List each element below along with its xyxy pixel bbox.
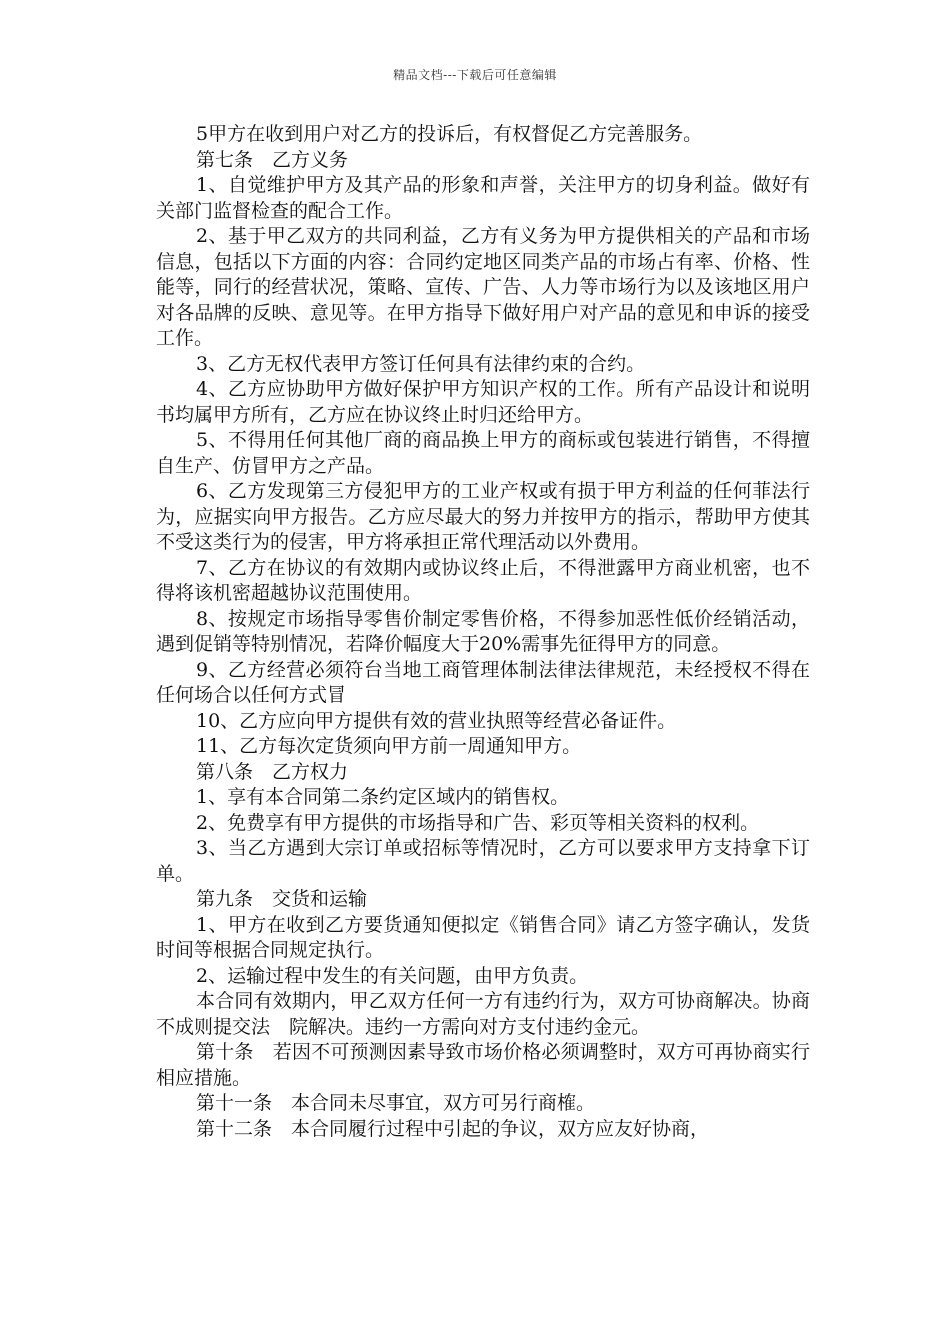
paragraph-article-7-item-4: 4、乙方应协助甲方做好保护甲方知识产权的工作。所有产品设计和说明书均属甲方所有，乙方应在协议终止时归还给甲方。	[156, 378, 810, 426]
paragraph-article-10: 第十条 若因不可预测因素导致市场价格必须调整时，双方可再协商实行相应措施。	[156, 1041, 810, 1089]
paragraph-article-7-item-11: 11、乙方每次定货须向甲方前一周通知甲方。	[196, 735, 582, 757]
paragraph-article-8-item-3: 3、当乙方遇到大宗订单或招标等情况时，乙方可以要求甲方支持拿下订单。	[156, 837, 810, 885]
paragraph-article-7-item-6: 6、乙方发现第三方侵犯甲方的工业产权或有损于甲方利益的任何菲法行为，应据实向甲方报告。乙方应尽最大的努力并按甲方的指示，帮助甲方使其不受这类行为的侵害，甲方将承担正常代理活动以外费用。	[156, 480, 810, 553]
section-heading-article-9: 第九条 交货和运输	[196, 888, 368, 910]
paragraph-article-7-item-10: 10、乙方应向甲方提供有效的营业执照等经营必备证件。	[196, 709, 677, 732]
paragraph-article-11: 第十一条 本合同未尽事宜，双方可另行商榷。	[196, 1092, 596, 1114]
paragraph-article-7-item-5: 5、不得用任何其他厂商的商品换上甲方的商标或包装进行销售，不得擅自生产、仿冒甲方之产品。	[156, 429, 810, 477]
section-heading-article-7: 第七条 乙方义务	[196, 148, 349, 171]
paragraph-article-7-item-7: 7、乙方在协议的有效期内或协议终止后，不得泄露甲方商业机密，也不得将该机密超越协议范围使用。	[156, 556, 810, 604]
paragraph-article-7-item-3: 3、乙方无权代表甲方签订任何具有法律约束的合约。	[196, 352, 646, 375]
paragraph-article-8-item-2: 2、免费享有甲方提供的市场指导和广告、彩页等相关资料的权利。	[196, 811, 760, 834]
paragraph-article-7-item-1: 1、自觉维护甲方及其产品的形象和声誉，关注甲方的切身利益。做好有关部门监督检查的配合工作。	[156, 174, 810, 222]
paragraph-article-7-item-9: 9、乙方经营必须符台当地工商管理体制法律法律规范，未经授权不得在任何场合以任何方式冒	[156, 658, 810, 706]
paragraph-clause-6-item-5: 5甲方在收到用户对乙方的投诉后，有权督促乙方完善服务。	[196, 123, 703, 145]
document-body	[156, 122, 810, 1142]
paragraph-article-7-item-2: 2、基于甲乙双方的共同利益，乙方有义务为甲方提供相关的产品和市场信息，包括以下方面的内容：合同约定地区同类产品的市场占有率、价格、性能等，同行的经营状况，策略、宣传、广告、人力等市场行为以及该地区用户对各品牌的反映、意见等。在甲方指导下做好用户对产品的意见和申诉的接受工作。	[156, 225, 810, 349]
paragraph-article-8-item-1: 1、享有本合同第二条约定区域内的销售权。	[196, 786, 570, 808]
paragraph-article-12: 第十二条 本合同履行过程中引起的争议，双方应友好协商，	[196, 1117, 710, 1140]
section-heading-article-8: 第八条 乙方权力	[196, 760, 349, 783]
paragraph-article-9-item-1: 1、甲方在收到乙方要货通知便拟定《销售合同》请乙方签字确认，发货时间等根据合同规定执行。	[156, 913, 810, 961]
paragraph-article-9-item-2: 2、运输过程中发生的有关问题，由甲方负责。	[196, 964, 589, 987]
page-header: 精品文档---下载后可任意编辑	[393, 68, 557, 82]
paragraph-breach-clause: 本合同有效期内，甲乙双方任何一方有违约行为，双方可协商解决。协商不成则提交法 院解决。违约一方需向对方支付违约金元。	[156, 990, 810, 1038]
paragraph-article-7-item-8: 8、按规定市场指导零售价制定零售价格，不得参加恶性低价经销活动，遇到促销等特别情况，若降价幅度大于20%需事先征得甲方的同意。	[156, 607, 810, 655]
